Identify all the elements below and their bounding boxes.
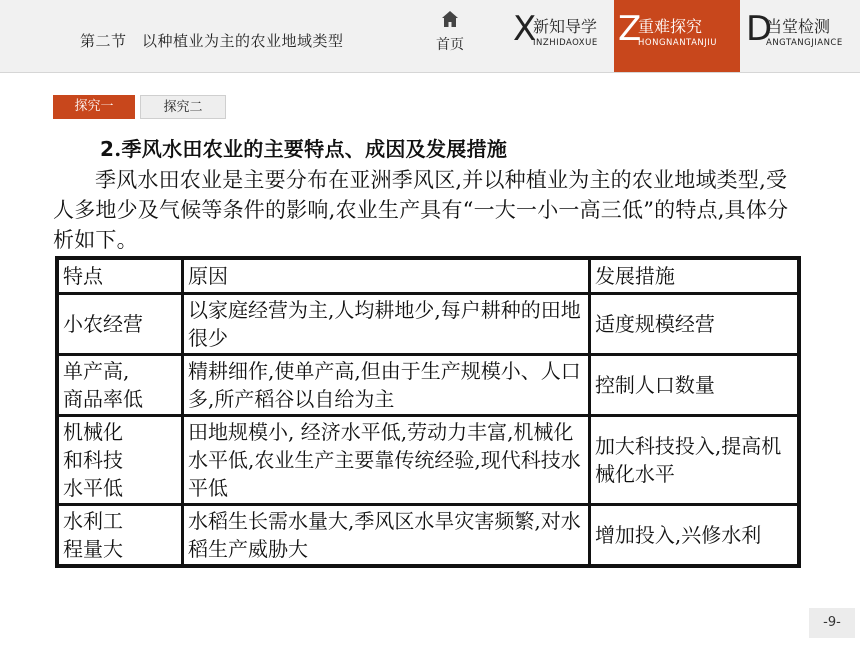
nav-letter: Z — [618, 9, 642, 49]
nav-label: 重难探究 — [638, 17, 703, 36]
page-number: -9- — [809, 608, 855, 638]
table-row — [57, 355, 799, 416]
table-cell: 增加投入,兴修水利 — [589, 505, 799, 567]
table-cell: 小农经营 — [57, 294, 183, 355]
nav-letter: D — [746, 9, 773, 49]
table-cell: 单产高, 商品率低 — [57, 355, 183, 416]
table-row — [57, 416, 799, 505]
section-heading — [100, 133, 507, 162]
table-cell: 控制人口数量 — [589, 355, 799, 416]
table-row — [57, 294, 799, 355]
table-cell: 机械化 和科技 水平低 — [57, 416, 183, 505]
table-header-row — [57, 258, 799, 294]
table-cell: 田地规模小, 经济水平低,劳动力丰富,机械化水平低,农业生产主要靠传统经验,现代科技水平低 — [183, 416, 590, 505]
heading-text: .季风水田农业的主要特点、成因及发展措施 — [114, 137, 508, 161]
nav-letter: X — [513, 9, 537, 49]
nav-xinzhidaoxue[interactable] — [509, 0, 611, 72]
nav-pinyin: INZHIDAOXUE — [533, 38, 598, 48]
table-cell: 水利工 程量大 — [57, 505, 183, 567]
features-table — [55, 256, 801, 568]
nav-label: 当堂检测 — [766, 17, 831, 36]
intro-paragraph: 季风水田农业是主要分布在亚洲季风区,并以种植业为主的农业地域类型,受人多地少及气候等条件的影响,农业生产具有“一大一小一高三低”的特点,具体分析如下。 — [53, 168, 789, 252]
nav-zhongnantanjiu[interactable] — [614, 0, 740, 72]
table-cell: 加大科技投入,提高机械化水平 — [589, 416, 799, 505]
nav-label: 新知导学 — [533, 17, 598, 36]
nav-pinyin: HONGNANTANJIU — [638, 38, 717, 48]
table-row — [57, 505, 799, 567]
home-icon — [441, 10, 459, 28]
home-label: 首页 — [436, 37, 464, 53]
table-cell: 适度规模经营 — [589, 294, 799, 355]
nav-pinyin: ANGTANGJIANCE — [766, 38, 843, 48]
nav-dangtangjiance[interactable] — [742, 0, 860, 72]
table-cell: 以家庭经营为主,人均耕地少,每户耕种的田地很少 — [183, 294, 590, 355]
table-header-cell: 发展措施 — [589, 258, 799, 294]
table-cell: 水稻生长需水量大,季风区水旱灾害频繁,对水稻生产威胁大 — [183, 505, 590, 567]
tab-tanjiu-2[interactable]: 探究二 — [140, 95, 226, 119]
tab-tanjiu-1[interactable]: 探究一 — [53, 95, 135, 119]
table-header-cell: 原因 — [183, 258, 590, 294]
table-header-cell: 特点 — [57, 258, 183, 294]
header-bar — [0, 0, 860, 73]
heading-number: 2 — [100, 137, 115, 161]
section-title: 第二节 以种植业为主的农业地域类型 — [80, 32, 344, 50]
home-button[interactable] — [425, 8, 475, 64]
table-cell: 精耕细作,使单产高,但由于生产规模小、人口多,所产稻谷以自给为主 — [183, 355, 590, 416]
